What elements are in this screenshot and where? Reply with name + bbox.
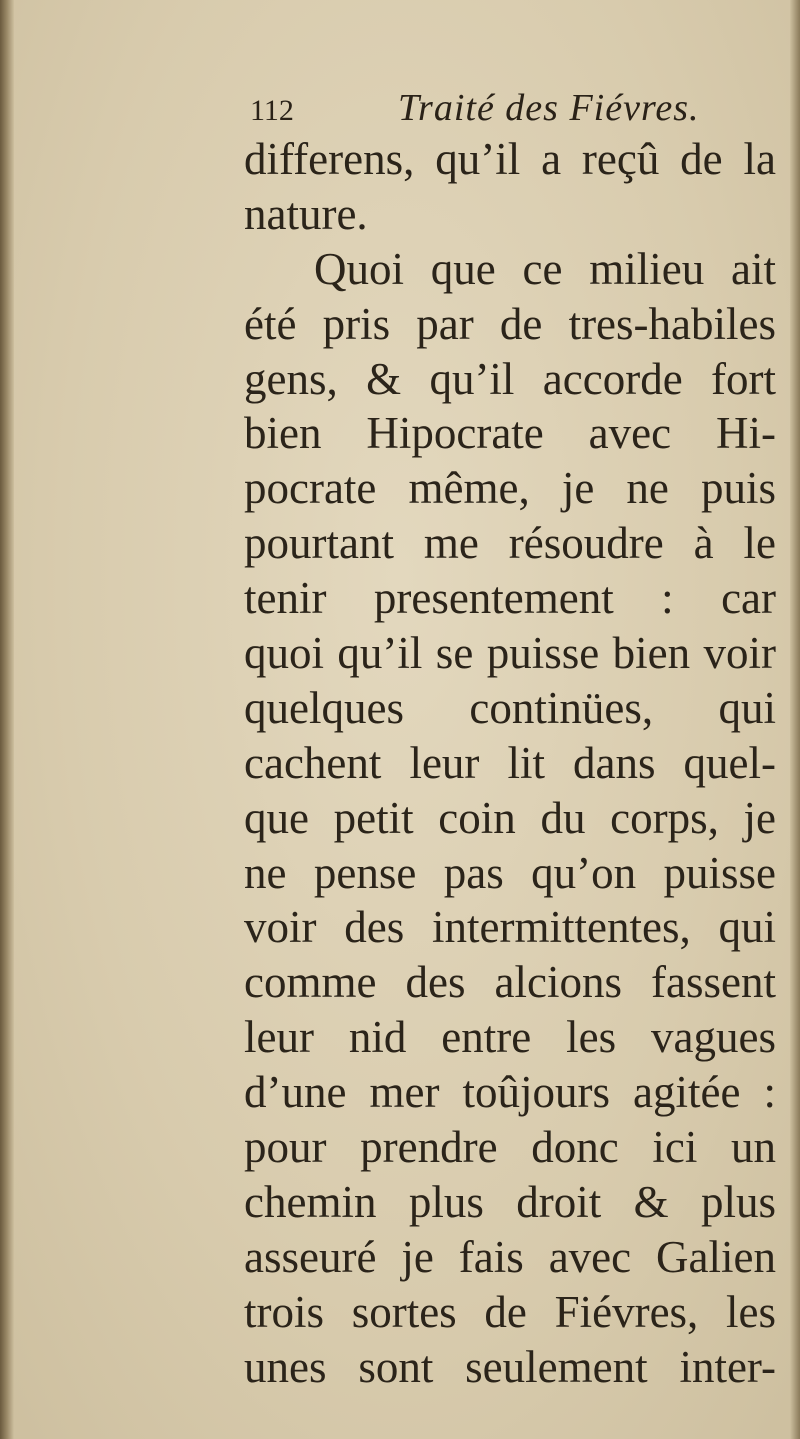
- text-line: d’une mer toûjours agitée :: [244, 1067, 776, 1118]
- text-line: pocrate même, je ne puis: [244, 463, 776, 514]
- text-line: comme des alcions fassent: [244, 957, 776, 1008]
- text-line: leur nid entre les vagues: [244, 1012, 776, 1063]
- page-number: 112: [250, 94, 294, 127]
- text-line: ne pense pas qu’on puisse: [244, 847, 776, 898]
- text-line: asseuré je fais avec Galien: [244, 1231, 776, 1282]
- text-line: voir des intermittentes, qui: [244, 902, 776, 953]
- page-header: [250, 86, 770, 136]
- text-line: Quoi que ce milieu ait: [314, 243, 776, 294]
- text-line: gens, & qu’il accorde fort: [244, 353, 776, 404]
- page-gutter-shadow: [0, 0, 14, 1439]
- text-line: pourtant me résoudre à le: [244, 518, 776, 569]
- text-line: bien Hipocrate avec Hi-: [244, 408, 776, 459]
- text-line: quelques continües, qui: [244, 682, 776, 733]
- running-title: Traité des Fiévres.: [398, 87, 700, 129]
- text-line: nature.: [244, 188, 368, 239]
- text-line: que petit coin du corps, je: [244, 792, 776, 843]
- text-line: quoi qu’il se puisse bien voir: [244, 628, 776, 679]
- text-line: chemin plus droit & plus: [244, 1176, 776, 1227]
- text-line: pour prendre donc ici un: [244, 1122, 776, 1173]
- text-line: unes sont seulement inter-: [244, 1341, 776, 1392]
- text-line: cachent leur lit dans quel-: [244, 737, 776, 788]
- text-line: differens, qu’il a reçû de la: [244, 134, 776, 184]
- body-text: [244, 132, 776, 1394]
- text-line: tenir presentement : car: [244, 573, 776, 624]
- page-edge-shadow: [790, 0, 800, 1439]
- text-line: trois sortes de Fiévres, les: [244, 1286, 776, 1337]
- text-line: été pris par de tres-habiles: [244, 298, 776, 349]
